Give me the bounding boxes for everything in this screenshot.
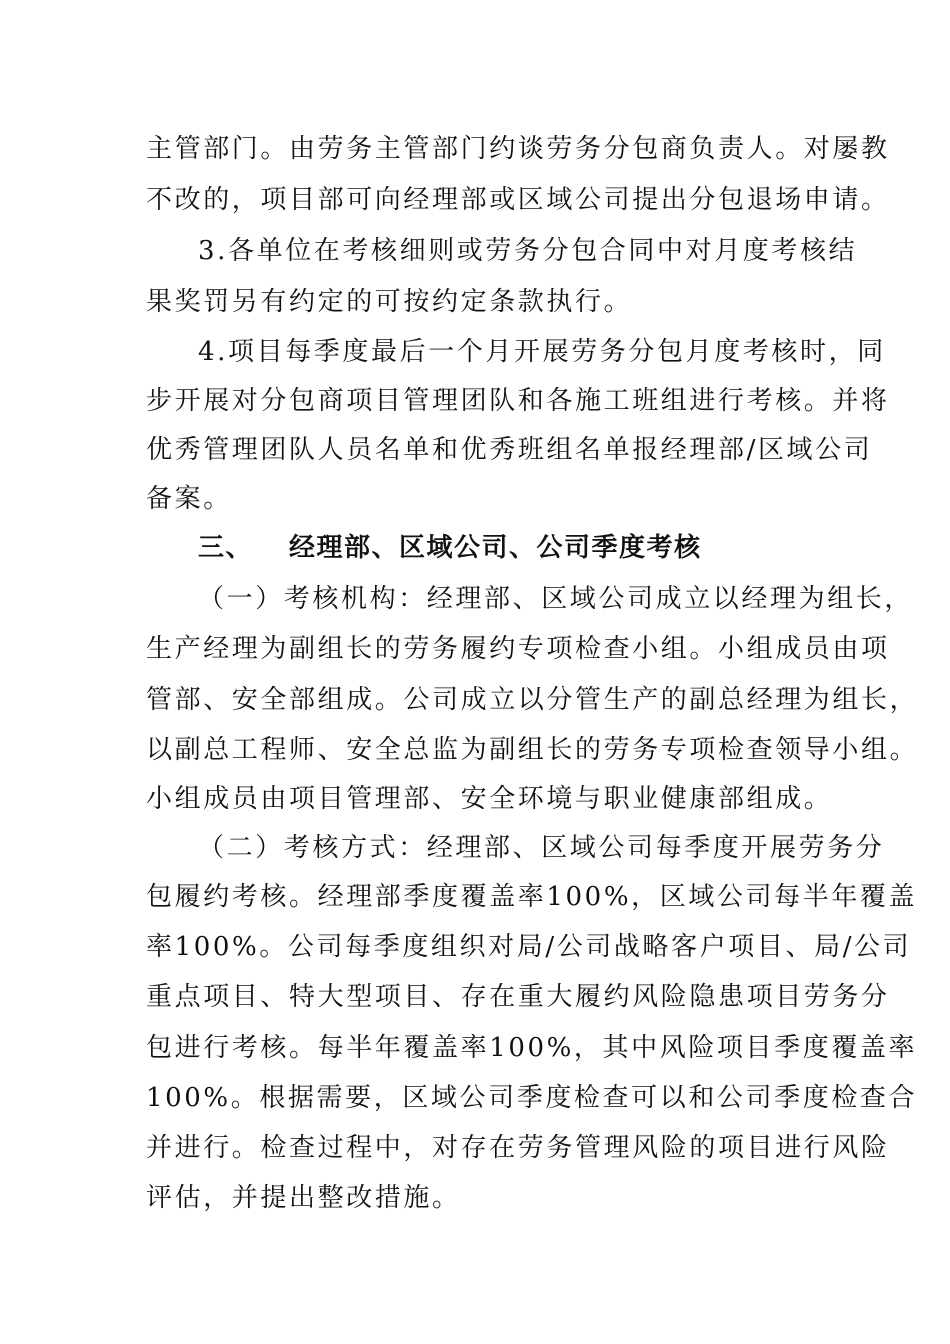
text-line: 备案。 [146, 484, 232, 514]
text-line: 管部、安全部组成。公司成立以分管生产的副总经理为组长， [146, 685, 919, 715]
text-line: 重点项目、特大型项目、存在重大履约风险隐患项目劳务分 [146, 982, 890, 1012]
text-line: 评估，并提出整改措施。 [146, 1183, 461, 1213]
text-line: （二）考核方式：经理部、区域公司每季度开展劳务分 [198, 833, 885, 863]
text-line: 小组成员由项目管理部、安全环境与职业健康部组成。 [146, 784, 833, 814]
text-line: 并进行。检查过程中，对存在劳务管理风险的项目进行风险 [146, 1133, 890, 1163]
section-title: 经理部、区域公司、公司季度考核 [289, 533, 702, 563]
text-line: 以副总工程师、安全总监为副组长的劳务专项检查领导小组。 [146, 735, 919, 765]
text-line: 生产经理为副组长的劳务履约专项检查小组。小组成员由项 [146, 634, 890, 664]
text-line: 率100%。公司每季度组织对局/公司战略客户项目、局/公司 [146, 932, 912, 962]
text-line: 优秀管理团队人员名单和优秀班组名单报经理部/区域公司 [146, 435, 873, 465]
text-line: 4.项目每季度最后一个月开展劳务分包月度考核时，同 [198, 337, 886, 367]
text-line: 果奖罚另有约定的可按约定条款执行。 [146, 287, 633, 317]
section-number: 三、 [198, 533, 254, 563]
text-line: 100%。根据需要，区域公司季度检查可以和公司季度检查合 [146, 1083, 918, 1113]
text-line: 主管部门。由劳务主管部门约谈劳务分包商负责人。对屡教 [146, 134, 890, 164]
text-line: 3.各单位在考核细则或劳务分包合同中对月度考核结 [198, 236, 858, 266]
text-line: 步开展对分包商项目管理团队和各施工班组进行考核。并将 [146, 386, 890, 416]
text-line: 包履约考核。经理部季度覆盖率100%，区域公司每半年覆盖 [146, 882, 918, 912]
text-line: （一）考核机构：经理部、区域公司成立以经理为组长， [198, 584, 914, 614]
text-line: 不改的，项目部可向经理部或区域公司提出分包退场申请。 [146, 185, 890, 215]
text-line: 包进行考核。每半年覆盖率100%，其中风险项目季度覆盖率 [146, 1033, 918, 1063]
section-heading [198, 531, 702, 565]
